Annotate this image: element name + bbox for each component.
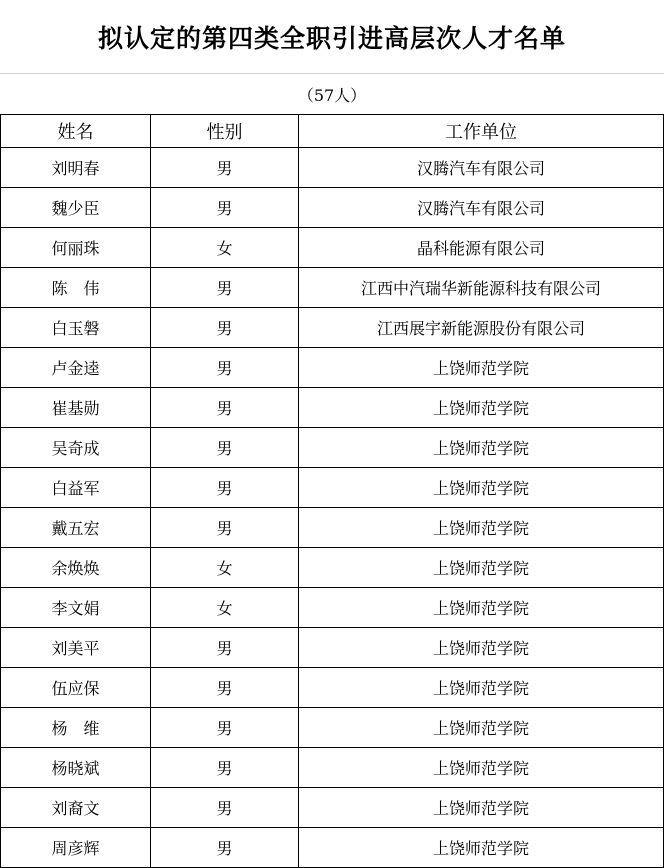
cell-name: 崔基勋 xyxy=(1,388,151,428)
title-row xyxy=(0,0,664,74)
table-row xyxy=(1,428,664,468)
cell-unit: 上饶师范学院 xyxy=(299,388,664,428)
table-row xyxy=(1,388,664,428)
table-row xyxy=(1,628,664,668)
total-count: （57人） xyxy=(297,85,367,105)
cell-gender: 男 xyxy=(151,188,299,228)
cell-name: 伍应保 xyxy=(1,668,151,708)
header-unit: 工作单位 xyxy=(299,115,664,148)
table-row xyxy=(1,148,664,188)
table-row xyxy=(1,788,664,828)
table-row xyxy=(1,708,664,748)
cell-unit: 江西展宇新能源股份有限公司 xyxy=(299,308,664,348)
cell-name: 陈 伟 xyxy=(1,268,151,308)
cell-unit: 上饶师范学院 xyxy=(299,428,664,468)
table-row xyxy=(1,268,664,308)
cell-unit: 上饶师范学院 xyxy=(299,508,664,548)
table-row xyxy=(1,588,664,628)
cell-gender: 男 xyxy=(151,668,299,708)
cell-name: 白益军 xyxy=(1,468,151,508)
cell-gender: 男 xyxy=(151,388,299,428)
cell-gender: 男 xyxy=(151,268,299,308)
cell-unit: 上饶师范学院 xyxy=(299,588,664,628)
cell-gender: 男 xyxy=(151,308,299,348)
cell-unit: 上饶师范学院 xyxy=(299,828,664,868)
table-row xyxy=(1,228,664,268)
cell-unit: 上饶师范学院 xyxy=(299,748,664,788)
page-title: 拟认定的第四类全职引进高层次人才名单 xyxy=(97,23,566,53)
cell-name: 刘美平 xyxy=(1,628,151,668)
table-row xyxy=(1,508,664,548)
table-row xyxy=(1,668,664,708)
count-row xyxy=(0,74,664,114)
cell-name: 卢金逵 xyxy=(1,348,151,388)
cell-unit: 上饶师范学院 xyxy=(299,348,664,388)
cell-name: 魏少臣 xyxy=(1,188,151,228)
cell-name: 刘明春 xyxy=(1,148,151,188)
cell-gender: 男 xyxy=(151,348,299,388)
table-body xyxy=(1,148,664,868)
table-row xyxy=(1,828,664,868)
table-header-row xyxy=(1,115,664,148)
cell-name: 吴奇成 xyxy=(1,428,151,468)
cell-gender: 男 xyxy=(151,468,299,508)
cell-unit: 江西中汽瑞华新能源科技有限公司 xyxy=(299,268,664,308)
cell-name: 杨 维 xyxy=(1,708,151,748)
cell-unit: 汉腾汽车有限公司 xyxy=(299,188,664,228)
cell-name: 杨晓斌 xyxy=(1,748,151,788)
cell-gender: 男 xyxy=(151,428,299,468)
cell-gender: 男 xyxy=(151,148,299,188)
cell-gender: 女 xyxy=(151,588,299,628)
cell-gender: 女 xyxy=(151,548,299,588)
header-gender: 性别 xyxy=(151,115,299,148)
cell-unit: 上饶师范学院 xyxy=(299,788,664,828)
cell-unit: 上饶师范学院 xyxy=(299,548,664,588)
cell-unit: 汉腾汽车有限公司 xyxy=(299,148,664,188)
cell-name: 刘裔文 xyxy=(1,788,151,828)
table-row xyxy=(1,308,664,348)
cell-unit: 晶科能源有限公司 xyxy=(299,228,664,268)
table-row xyxy=(1,548,664,588)
cell-unit: 上饶师范学院 xyxy=(299,668,664,708)
cell-gender: 男 xyxy=(151,748,299,788)
table-row xyxy=(1,748,664,788)
cell-name: 白玉磐 xyxy=(1,308,151,348)
table-row xyxy=(1,468,664,508)
cell-name: 李文娟 xyxy=(1,588,151,628)
header-name: 姓名 xyxy=(1,115,151,148)
cell-unit: 上饶师范学院 xyxy=(299,708,664,748)
table-row xyxy=(1,188,664,228)
cell-name: 何丽珠 xyxy=(1,228,151,268)
cell-unit: 上饶师范学院 xyxy=(299,628,664,668)
cell-gender: 男 xyxy=(151,828,299,868)
cell-unit: 上饶师范学院 xyxy=(299,468,664,508)
cell-name: 周彦辉 xyxy=(1,828,151,868)
cell-gender: 男 xyxy=(151,628,299,668)
cell-name: 戴五宏 xyxy=(1,508,151,548)
cell-gender: 男 xyxy=(151,708,299,748)
cell-gender: 女 xyxy=(151,228,299,268)
cell-gender: 男 xyxy=(151,788,299,828)
table-row xyxy=(1,348,664,388)
cell-gender: 男 xyxy=(151,508,299,548)
talent-table xyxy=(0,114,664,868)
cell-name: 余焕焕 xyxy=(1,548,151,588)
